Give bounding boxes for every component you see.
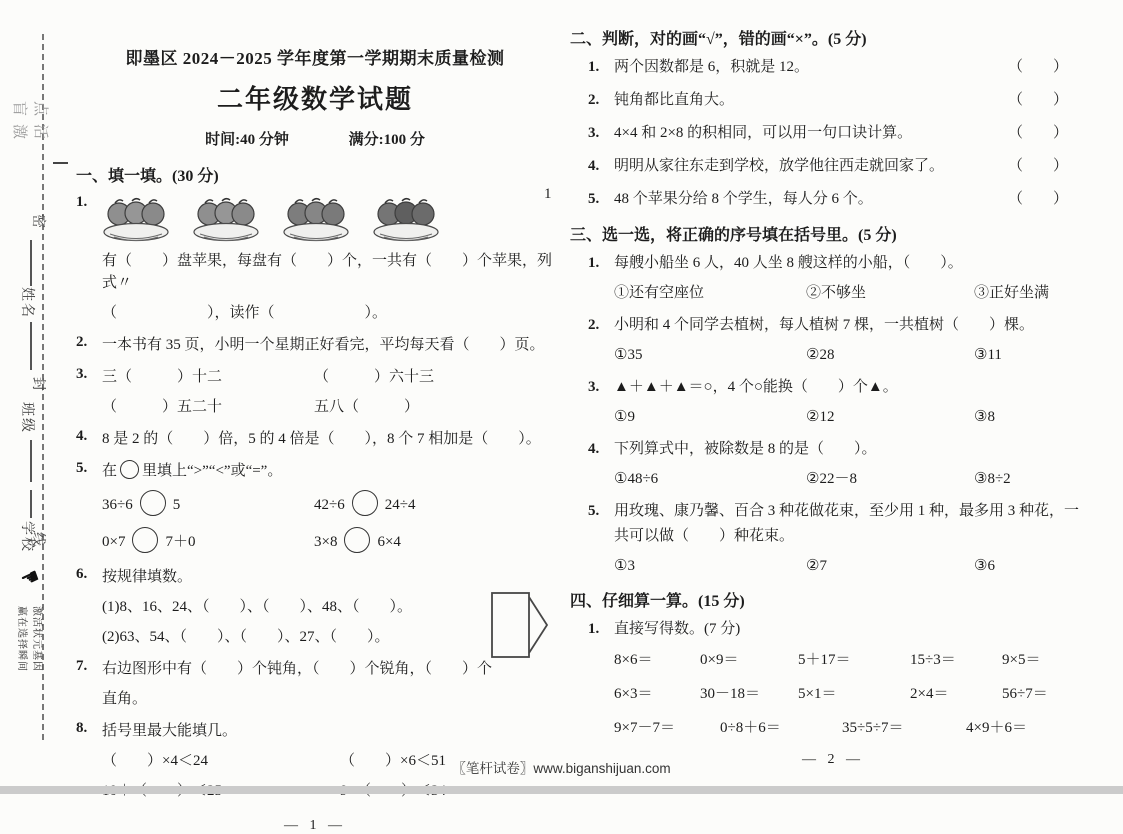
- choice-question-5: [570, 501, 1096, 522]
- compare-item: [314, 527, 554, 553]
- seal-char-xian: 线: [30, 532, 45, 546]
- calc-item: 15÷3＝: [910, 652, 956, 668]
- school-blank-line: [30, 490, 32, 518]
- calc-subheading: [570, 619, 1096, 640]
- question-text: ▲＋▲＋▲＝○，4 个○能换（ ）个▲。: [614, 379, 898, 395]
- calc-item: 6×3＝: [614, 686, 653, 702]
- pattern-sequence: (1)8、16、24、（ ）、（ ）、48、（ ）。: [102, 599, 412, 615]
- expression: 24÷4: [384, 497, 416, 513]
- slogan-outer-column: 赢在选择瞬间: [16, 606, 27, 672]
- option-3: ③11: [974, 347, 1002, 363]
- answer-bracket: （ ）: [1007, 158, 1068, 174]
- option-3: ③正好坐满: [974, 285, 1050, 301]
- page-subtitle: 二年级数学试题: [216, 85, 413, 114]
- exam-info-line: [76, 128, 554, 149]
- expression: 42÷6: [314, 497, 345, 513]
- option-1: ①还有空座位: [614, 285, 705, 301]
- max-fill-prompt: 括号里最大能填几。: [102, 723, 238, 739]
- section-two-heading: 二、判断，对的画“√”，错的画“×”。(5 分): [570, 31, 867, 48]
- question-number: 4.: [588, 158, 600, 174]
- school-label: 学校: [19, 521, 34, 553]
- fill-blank-line: 有（ ）盘苹果，每盘有（ ）个，一共有（ ）个苹果，列式〃: [102, 253, 553, 291]
- options-row: [570, 556, 1096, 577]
- inequality-item: （ ）×6＜51: [340, 753, 446, 769]
- question-number: 1.: [588, 59, 600, 75]
- judge-item: [570, 189, 1096, 210]
- judge-text: 4×4 和 2×8 的积相同，可以用一句口诀计算。: [614, 125, 913, 141]
- judge-item: [570, 123, 1096, 144]
- time-label: 时间:40 分钟: [205, 132, 289, 148]
- pattern-sequence: (2)63、54、（ ）、（ ）、27、（ ）。: [102, 629, 390, 645]
- expression: 36÷6: [102, 497, 133, 513]
- question-text: 共可以做（ ）种花束。: [614, 528, 795, 544]
- answer-bracket: （ ）: [1007, 92, 1068, 108]
- name-blank-line: [30, 322, 32, 370]
- options-row: [570, 345, 1096, 366]
- judge-text: 48 个苹果分给 8 个学生，每人分 6 个。: [614, 191, 873, 207]
- option-1: ①3: [614, 558, 635, 574]
- question-text: 每艘小船坐 6 人，40 人坐 8 艘这样的小船，（ ）。: [614, 255, 963, 271]
- apple-plate-icon: [372, 196, 440, 242]
- question-number: 8.: [76, 720, 88, 736]
- page-number-one: — 1 —: [284, 818, 346, 833]
- pointing-hand-icon: ☚: [16, 563, 44, 593]
- question-number: 6.: [76, 566, 88, 582]
- question-3: [76, 366, 554, 426]
- calc-row: [570, 684, 1096, 705]
- choice-question-4: [570, 439, 1096, 460]
- question-number: 2.: [588, 92, 600, 108]
- watermark-char: 盲: [11, 101, 27, 117]
- answer-circle: [344, 527, 370, 553]
- answer-bracket: （ ）: [1007, 59, 1068, 75]
- watermark-char: 激: [11, 124, 27, 140]
- inequality-item: （ ）×4＜24: [102, 753, 208, 769]
- option-1: ①48÷6: [614, 471, 659, 487]
- expression: 7＋0: [165, 534, 196, 550]
- calc-item: 9×7－7＝: [614, 720, 675, 736]
- choice-question-3: [570, 377, 1096, 398]
- question-text: 8 是 2 的（ ）倍，5 的 4 倍是（ ），8 个 7 相加是（ ）。: [102, 431, 541, 447]
- page-one-column: [76, 44, 554, 834]
- calc-row: [570, 650, 1096, 671]
- choice-question-2: [570, 315, 1096, 336]
- question-text: 小明和 4 个同学去植树，每人植树 7 棵，一共植树（ ）棵。: [614, 317, 1035, 333]
- option-2: ②28: [806, 347, 835, 363]
- choice-question-1: [570, 253, 1096, 274]
- question-number: 2.: [76, 334, 88, 350]
- calc-item: 30－18＝: [700, 686, 761, 702]
- question-number: 3.: [588, 379, 600, 395]
- question-6: [76, 566, 554, 656]
- compare-prompt: [102, 460, 554, 482]
- question-text: 右边图形中有（ ）个钝角，（ ）个锐角，（ ）个: [102, 661, 493, 677]
- compare-item: [102, 527, 314, 553]
- seal-char-mi: 密: [30, 214, 45, 228]
- judge-text: 钝角都比直角大。: [614, 92, 735, 108]
- prompt-text: 在: [102, 463, 118, 479]
- footer-brand: 〖笔杆试卷〗www.biganshijuan.com: [452, 761, 671, 776]
- answer-circle: [352, 490, 378, 516]
- name-blank-line: [30, 240, 32, 286]
- compare-item: [314, 490, 554, 516]
- scan-edge-strip: [0, 786, 1123, 794]
- watermark-char: 点: [32, 101, 48, 117]
- name-label: 姓名: [19, 287, 34, 319]
- pattern-prompt: 按规律填数。: [102, 569, 193, 585]
- choice-question-5-cont: [570, 526, 1096, 547]
- fill-blank-line: （ ），读作（ ）。: [102, 305, 388, 321]
- option-3: ③8÷2: [974, 471, 1011, 487]
- question-number: 5.: [76, 460, 88, 476]
- answer-bracket: （ ）: [1007, 125, 1068, 141]
- judge-item: [570, 90, 1096, 111]
- compare-item: [102, 490, 314, 516]
- question-number: 1.: [76, 194, 88, 210]
- option-1: ①35: [614, 347, 643, 363]
- calc-item: 35÷5÷7＝: [842, 720, 904, 736]
- expression: 3×8: [314, 534, 338, 550]
- mult-rhyme-blank: 三（ ）十二: [102, 369, 223, 385]
- judge-item: [570, 57, 1096, 78]
- mult-rhyme-blank: （ ）六十三: [314, 369, 435, 385]
- rectangle-triangle-figure: [488, 588, 550, 664]
- calc-item: 4×9＋6＝: [966, 720, 1027, 736]
- option-3: ③8: [974, 409, 995, 425]
- options-row: [570, 283, 1096, 304]
- calc-item: 0÷8＋6＝: [720, 720, 781, 736]
- option-2: ②7: [806, 558, 827, 574]
- calc-item: 8×6＝: [614, 652, 653, 668]
- option-1: ①9: [614, 409, 635, 425]
- answer-circle: [132, 527, 158, 553]
- watermark-char: 活: [32, 124, 48, 140]
- question-text: 用玫瑰、康乃馨、百合 3 种花做花束，至少用 1 种，最多用 3 种花，一: [614, 503, 1080, 519]
- question-2: [76, 334, 554, 364]
- expression: 5: [172, 497, 181, 513]
- answer-bracket: （ ）: [1007, 191, 1068, 207]
- question-number: 5.: [588, 191, 600, 207]
- option-2: ②不够坐: [806, 285, 867, 301]
- section-one-heading: 一、填一填。(30 分): [76, 168, 219, 185]
- expression: 6×4: [377, 534, 401, 550]
- calc-item: 5×1＝: [798, 686, 837, 702]
- calc-item: 56÷7＝: [1002, 686, 1048, 702]
- expression: 0×7: [102, 534, 126, 550]
- judge-item: [570, 156, 1096, 177]
- apple-plate-icon: [102, 196, 170, 242]
- question-text: 下列算式中，被除数是 8 的是（ ）。: [614, 441, 877, 457]
- question-4: [76, 428, 554, 458]
- corner-watermark: [11, 100, 53, 144]
- calc-item: 2×4＝: [910, 686, 949, 702]
- class-blank-line: [30, 440, 32, 482]
- question-number: 4.: [76, 428, 88, 444]
- apple-plates-illustration: [102, 196, 554, 242]
- mult-rhyme-blank: 五八（ ）: [314, 399, 420, 415]
- answer-circle: [120, 460, 139, 479]
- question-number: 1.: [588, 621, 600, 637]
- score-label: 满分:100 分: [348, 132, 425, 148]
- page-two-column: [570, 26, 1096, 768]
- fold-page-mark: 1: [544, 186, 552, 202]
- options-row: [570, 407, 1096, 428]
- calc-item: 5＋17＝: [798, 652, 851, 668]
- question-7: [76, 658, 554, 718]
- seal-char-feng: 封: [30, 377, 45, 391]
- page-title: 即墨区 2024－2025 学年度第一学期期末质量检测: [125, 49, 505, 68]
- question-number: 1.: [588, 255, 600, 271]
- question-number: 7.: [76, 658, 88, 674]
- question-5: [76, 460, 554, 564]
- calc-item: 0×9＝: [700, 652, 739, 668]
- answer-circle: [140, 490, 166, 516]
- mult-rhyme-blank: （ ）五二十: [102, 399, 223, 415]
- slogan-inner-column: 激活状元基因: [31, 606, 42, 672]
- prompt-text: 里填上“>”“<”或“=”。: [142, 463, 283, 479]
- question-number: 2.: [588, 317, 600, 333]
- option-2: ②22－8: [806, 471, 857, 487]
- question-number: 4.: [588, 441, 600, 457]
- options-row: [570, 469, 1096, 490]
- section-four-heading: 四、仔细算一算。(15 分): [570, 593, 745, 610]
- question-number: 3.: [588, 125, 600, 141]
- question-text: 直角。: [102, 691, 148, 707]
- option-2: ②12: [806, 409, 835, 425]
- class-label: 班级: [19, 402, 34, 434]
- section-three-heading: 三、选一选，将正确的序号填在括号里。(5 分): [570, 227, 897, 244]
- calc-row: [570, 718, 1096, 739]
- apple-plate-icon: [282, 196, 350, 242]
- option-3: ③6: [974, 558, 995, 574]
- calc-item: 9×5＝: [1002, 652, 1041, 668]
- judge-text: 明明从家往东走到学校，放学他往西走就回家了。: [614, 158, 945, 174]
- question-1: [76, 194, 554, 332]
- question-number: 3.: [76, 366, 88, 382]
- subheading-text: 直接写得数。(7 分): [614, 621, 741, 637]
- judge-text: 两个因数都是 6，积就是 12。: [614, 59, 810, 75]
- question-number: 5.: [588, 503, 600, 519]
- fold-tick-mark: [53, 162, 68, 164]
- page-number-two: — 2 —: [802, 752, 864, 767]
- apple-plate-icon: [192, 196, 260, 242]
- question-text: 一本书有 35 页，小明一个星期正好看完，平均每天看（ ）页。: [102, 337, 545, 353]
